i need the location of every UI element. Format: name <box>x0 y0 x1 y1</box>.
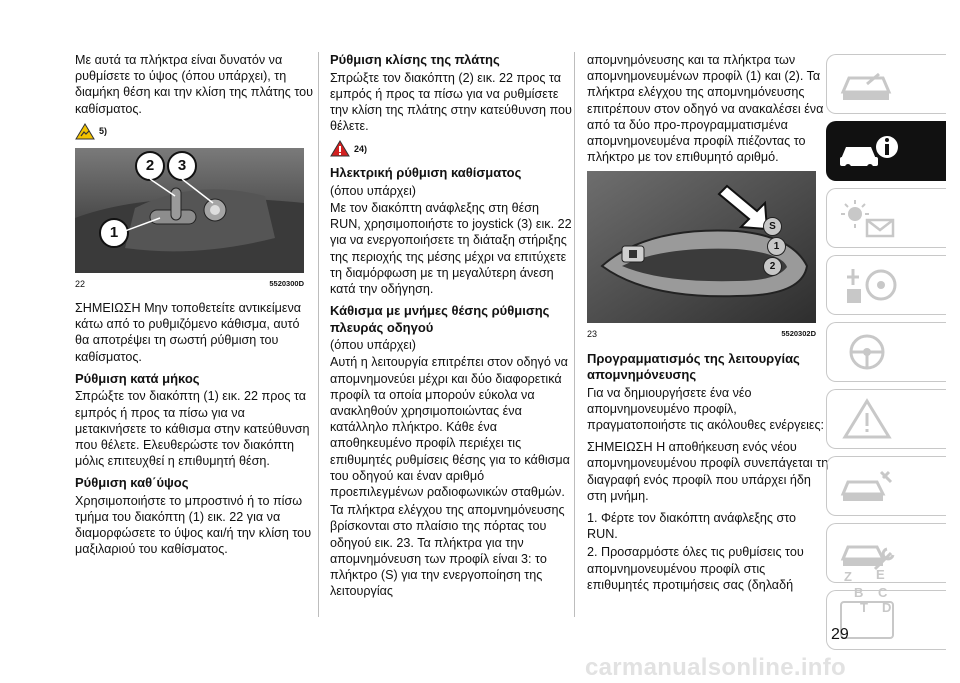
page-number: 29 <box>831 626 849 643</box>
section-body: Χρησιμοποιήστε το μπροστινό ή το πίσω τμήμα του διακόπτη (1) εικ. 22 για να διαμορφώσετε το ύψος και/ή την κλίση του μαξιλαριού του καθίσματος. <box>75 493 312 557</box>
index-letter: T <box>860 600 868 615</box>
note-paragraph: ΣΗΜΕΙΩΣΗ Μην τοποθετείτε αντικείμενα κάτω από το ρυθμιζόμενο κάθισμα, αυτό θα αποτρέψει τη σωστή ρύθμιση του καθίσματος. <box>75 301 302 364</box>
index-letter: B <box>854 585 864 600</box>
warning-reference <box>75 123 317 140</box>
callout-1: 1 <box>99 218 129 248</box>
warning-triangle-icon <box>837 397 899 441</box>
column-divider <box>318 52 319 617</box>
section-body: Τα πλήκτρα ελέγχου της απομνημόνευσης βρίσκονται στο πλαίσιο της πόρτας του οδηγού εικ. 23. Τα πλήκτρα για την απομνημόνευση των προφίλ είναι 3: το πλήκτρο (S) για την ενεργοποίηση της λειτουργίας <box>330 503 565 599</box>
warning-triangle-icon <box>75 123 95 140</box>
watermark: carmanualsonline.info <box>585 654 847 681</box>
column-3 <box>587 52 829 599</box>
figure-caption <box>587 326 816 342</box>
callout-2: 2 <box>135 151 165 181</box>
tab-safety[interactable] <box>826 255 946 315</box>
section-body: Σπρώξτε τον διακόπτη (1) εικ. 22 προς τα εμπρός ή προς τα πίσω για να μετακινήσετε το κάθισμα στην κατεύθυνση που θέλετε. Ελευθερώστε τον διακόπτη μόλις επιτευχθεί η επιθυμητή θέση. <box>75 389 310 469</box>
section-heading: Προγραμματισμός της λειτουργίας απομνημόνευσης <box>587 350 800 383</box>
memory-buttons-figure <box>587 171 816 323</box>
section-body: Αυτή η λειτουργία επιτρέπει στον οδηγό να απομνημονεύει μέχρι και δύο διαφορετικά προφίλ τα οποία μπορούν εύκολα να ανακληθούν χρησιμοποιώντας ένα κατάλληλο πλήκτρο. Κάθε ένα αποθηκευμένο προφίλ περιέχει τις επιθυμητές ρυθμίσεις θέσης για το κάθισμα του οδηγού και έναν αριθμό προεπιλεγμένων ραδιοφωνικών σταθμών. <box>330 355 570 500</box>
column-2 <box>330 52 572 605</box>
tab-warnings[interactable] <box>826 389 946 449</box>
index-letters <box>842 567 902 617</box>
tab-car-info[interactable] <box>826 121 946 181</box>
section-body: Για να δημιουργήσετε ένα νέο απομνημονευμένο προφίλ, πραγματοποιήστε τις ακόλουθες ενέργειες: <box>587 385 825 433</box>
section-body: Σπρώξτε τον διακόπτη (2) εικ. 22 προς τα εμπρός ή προς τα πίσω για να ρυθμίσετε την κλίση της πλάτης στην κατεύθυνση που θέλετε. <box>330 70 572 134</box>
intro-paragraph: απομνημόνευσης και τα πλήκτρα των απομνημονευμένων προφίλ (1) και (2). Τα πλήκτρα ελέγχου της απομνημόνευσης επιτρέπουν στον οδηγό να ανακαλέσει ένα από τα δύο προ-προγραμματισμένα απομνημονευμένα προφίλ πιέζοντας το πλήκτρο με τον επιθυμητό αριθμό. <box>587 53 824 165</box>
tab-start-drive[interactable] <box>826 322 946 382</box>
dashboard-car-icon <box>837 62 899 106</box>
memory-1-button: 1 <box>767 237 786 256</box>
warning-ref-label: 24) <box>354 143 368 154</box>
tab-lights[interactable] <box>826 188 946 248</box>
intro-paragraph: Με αυτά τα πλήκτρα είναι δυνατόν να ρυθμίσετε το ύψος (όπου υπάρχει), τη διαμήκη θέση και την κλίση της πλάτης του καθίσματος. <box>75 53 314 116</box>
memory-set-button: S <box>763 217 782 236</box>
index-letter: D <box>882 600 892 615</box>
figure-number: 23 <box>587 329 598 340</box>
section-heading: Ρύθμιση καθ΄ύψος <box>75 475 189 491</box>
warning-ref-label: 5) <box>99 126 108 137</box>
figure-code: 5520300D <box>269 278 304 288</box>
note-paragraph: ΣΗΜΕΙΩΣΗ Η αποθήκευση ενός νέου απομνημονευμένου προφίλ συνεπάγεται τη διαγραφή ενός προφίλ που υπάρχει ήδη στη μνήμη. <box>587 440 829 503</box>
column-1 <box>75 52 317 564</box>
column-divider <box>574 52 575 617</box>
warning-triangle-icon <box>330 140 350 157</box>
emergency-car-icon <box>837 464 899 508</box>
index-letter: C <box>878 585 888 600</box>
start-drive-icon <box>837 330 899 374</box>
tab-emergency[interactable] <box>826 456 946 516</box>
section-heading: Ρύθμιση κλίσης της πλάτης <box>330 52 500 67</box>
seat-controls-figure <box>75 148 304 273</box>
car-info-icon <box>837 129 899 173</box>
tab-dashboard[interactable] <box>826 54 946 114</box>
index-letter: E <box>876 567 885 582</box>
step-item: 2. Προσαρμόστε όλες τις ρυθμίσεις του απομνημονευμένου προφίλ στις επιθυμητές προτιμήσεις σας (δηλαδή <box>587 545 804 592</box>
section-body: Με τον διακόπτη ανάφλεξης στη θέση RUN, χρησιμοποιήστε το joystick (3) εικ. 22 για να ενεργοποιήσετε τη διάταξη στήριξης της περιοχής της μέσης μέχρι να επιτύχετε τη διαμόρφωση με τη μεγαλύτερη άνεση κατά την οδήγηση. <box>330 201 572 297</box>
section-subtitle: (όπου υπάρχει) <box>330 183 416 198</box>
section-heading: Ηλεκτρική ρύθμιση καθίσματος <box>330 165 522 181</box>
memory-2-button: 2 <box>763 257 782 276</box>
figure-caption <box>75 276 304 292</box>
index-letter: Z <box>844 569 852 584</box>
figure-number: 22 <box>75 278 86 289</box>
step-item: 1. Φέρτε τον διακόπτη ανάφλεξης στο RUN. <box>587 511 797 542</box>
section-heading: Κάθισμα με μνήμες θέσης ρύθμισης πλευράς οδηγού <box>330 303 550 335</box>
warning-reference <box>330 140 572 157</box>
lights-mail-icon <box>837 196 899 240</box>
section-subtitle: (όπου υπάρχει) <box>330 338 416 353</box>
callout-3: 3 <box>167 151 197 181</box>
figure-code: 5520302D <box>781 329 816 339</box>
safety-steering-icon <box>837 263 899 307</box>
callout-leader-lines <box>75 148 304 273</box>
section-heading: Ρύθμιση κατά μήκος <box>75 370 200 386</box>
